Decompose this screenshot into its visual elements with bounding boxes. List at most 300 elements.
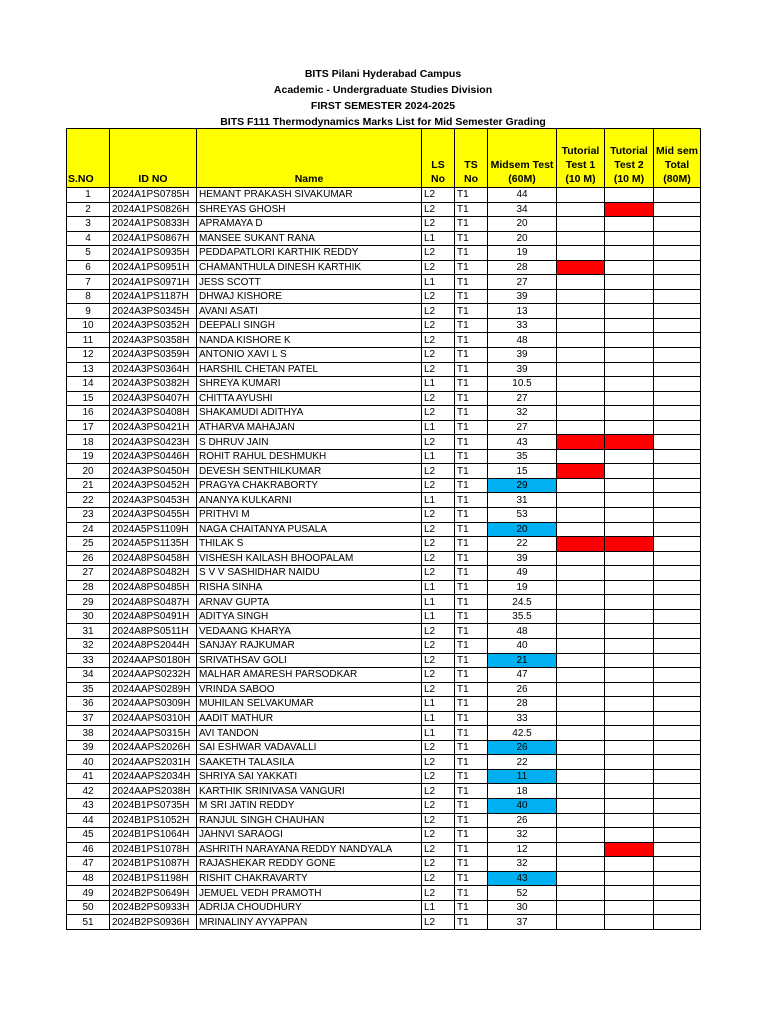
cell-tutorial-test-2 [605,362,654,377]
cell-ls-no: L2 [422,653,455,668]
cell-midsem-total [654,682,701,697]
cell-tutorial-test-2 [605,449,654,464]
cell-midsem-total [654,188,701,203]
cell-tutorial-test-2 [605,638,654,653]
cell-name: SHAKAMUDI ADITHYA [197,406,422,421]
cell-tutorial-test-2 [605,420,654,435]
cell-midsem-marks: 34 [488,202,557,217]
cell-midsem-marks: 39 [488,348,557,363]
cell-tutorial-test-1 [557,188,605,203]
cell-id-no: 2024B2PS0933H [110,900,197,915]
col-header-sno: S.NO [67,129,110,188]
cell-id-no: 2024B1PS1198H [110,871,197,886]
cell-name: NANDA KISHORE K [197,333,422,348]
cell-midsem-total [654,464,701,479]
cell-id-no: 2024A8PS0485H [110,580,197,595]
cell-name: M SRI JATIN REDDY [197,798,422,813]
table-row [67,246,701,261]
table-row [67,406,701,421]
cell-sno: 35 [67,682,110,697]
table-row [67,668,701,683]
cell-name: S DHRUV JAIN [197,435,422,450]
cell-midsem-total [654,566,701,581]
cell-midsem-marks: 22 [488,537,557,552]
cell-sno: 36 [67,697,110,712]
cell-id-no: 2024A3PS0450H [110,464,197,479]
cell-ts-no: T1 [455,231,488,246]
cell-name: HARSHIL CHETAN PATEL [197,362,422,377]
cell-name: DEVESH SENTHILKUMAR [197,464,422,479]
cell-sno: 26 [67,551,110,566]
cell-sno: 51 [67,915,110,930]
cell-ts-no: T1 [455,493,488,508]
cell-tutorial-test-1 [557,289,605,304]
cell-tutorial-test-2 [605,580,654,595]
cell-midsem-marks: 40 [488,798,557,813]
cell-name: ADRIJA CHOUDHURY [197,900,422,915]
cell-sno: 2 [67,202,110,217]
table-row [67,638,701,653]
cell-midsem-marks: 32 [488,406,557,421]
cell-sno: 50 [67,900,110,915]
cell-midsem-total [654,348,701,363]
cell-name: NAGA CHAITANYA PUSALA [197,522,422,537]
cell-tutorial-test-1 [557,464,605,479]
cell-name: SAAKETH TALASILA [197,755,422,770]
cell-ls-no: L2 [422,391,455,406]
cell-midsem-marks: 32 [488,857,557,872]
cell-id-no: 2024A1PS0867H [110,231,197,246]
cell-midsem-marks: 13 [488,304,557,319]
table-row [67,828,701,843]
cell-midsem-marks: 49 [488,566,557,581]
cell-midsem-marks: 29 [488,478,557,493]
cell-name: ROHIT RAHUL DESHMUKH [197,449,422,464]
cell-tutorial-test-1 [557,318,605,333]
cell-id-no: 2024A8PS2044H [110,638,197,653]
table-row [67,798,701,813]
cell-ts-no: T1 [455,653,488,668]
cell-ls-no: L2 [422,915,455,930]
cell-tutorial-test-2 [605,464,654,479]
cell-sno: 47 [67,857,110,872]
cell-tutorial-test-1 [557,857,605,872]
cell-midsem-marks: 42.5 [488,726,557,741]
cell-midsem-total [654,391,701,406]
cell-tutorial-test-2 [605,260,654,275]
cell-sno: 45 [67,828,110,843]
cell-tutorial-test-1 [557,624,605,639]
cell-ls-no: L2 [422,857,455,872]
cell-midsem-total [654,740,701,755]
cell-name: PRAGYA CHAKRABORTY [197,478,422,493]
cell-ts-no: T1 [455,857,488,872]
cell-tutorial-test-2 [605,682,654,697]
cell-sno: 38 [67,726,110,741]
cell-tutorial-test-1 [557,842,605,857]
cell-tutorial-test-1 [557,508,605,523]
cell-midsem-total [654,289,701,304]
cell-name: PEDDAPATLORI KARTHIK REDDY [197,246,422,261]
cell-name: ARNAV GUPTA [197,595,422,610]
cell-tutorial-test-2 [605,784,654,799]
cell-tutorial-test-1 [557,420,605,435]
cell-id-no: 2024A1PS0951H [110,260,197,275]
cell-id-no: 2024A8PS0482H [110,566,197,581]
table-row [67,697,701,712]
cell-tutorial-test-1 [557,871,605,886]
cell-tutorial-test-1 [557,798,605,813]
cell-ts-no: T1 [455,377,488,392]
cell-ts-no: T1 [455,391,488,406]
cell-id-no: 2024A8PS0487H [110,595,197,610]
cell-ts-no: T1 [455,711,488,726]
cell-sno: 10 [67,318,110,333]
cell-id-no: 2024B1PS1064H [110,828,197,843]
cell-ts-no: T1 [455,813,488,828]
cell-name: AVANI ASATI [197,304,422,319]
cell-tutorial-test-1 [557,697,605,712]
cell-ts-no: T1 [455,188,488,203]
cell-id-no: 2024AAPS2026H [110,740,197,755]
cell-tutorial-test-1 [557,886,605,901]
table-row [67,726,701,741]
cell-id-no: 2024A3PS0358H [110,333,197,348]
cell-midsem-marks: 53 [488,508,557,523]
cell-tutorial-test-2 [605,842,654,857]
cell-tutorial-test-2 [605,537,654,552]
cell-ts-no: T1 [455,697,488,712]
cell-id-no: 2024AAPS2038H [110,784,197,799]
cell-midsem-marks: 15 [488,464,557,479]
cell-tutorial-test-2 [605,755,654,770]
cell-tutorial-test-1 [557,362,605,377]
cell-ls-no: L2 [422,828,455,843]
cell-midsem-marks: 12 [488,842,557,857]
cell-tutorial-test-2 [605,478,654,493]
table-row [67,522,701,537]
cell-name: ADITYA SINGH [197,609,422,624]
cell-ts-no: T1 [455,202,488,217]
cell-id-no: 2024A5PS1109H [110,522,197,537]
table-row [67,217,701,232]
cell-tutorial-test-1 [557,231,605,246]
cell-sno: 43 [67,798,110,813]
table-row [67,391,701,406]
cell-midsem-total [654,333,701,348]
cell-ls-no: L2 [422,304,455,319]
cell-tutorial-test-1 [557,478,605,493]
cell-ts-no: T1 [455,246,488,261]
cell-ls-no: L2 [422,464,455,479]
cell-tutorial-test-2 [605,595,654,610]
cell-midsem-marks: 20 [488,231,557,246]
cell-sno: 28 [67,580,110,595]
cell-sno: 18 [67,435,110,450]
cell-ls-no: L2 [422,362,455,377]
cell-ts-no: T1 [455,362,488,377]
header-row [67,129,701,188]
cell-id-no: 2024A3PS0421H [110,420,197,435]
cell-midsem-total [654,275,701,290]
cell-name: S V V SASHIDHAR NAIDU [197,566,422,581]
cell-sno: 3 [67,217,110,232]
cell-ls-no: L2 [422,755,455,770]
cell-tutorial-test-2 [605,304,654,319]
cell-tutorial-test-2 [605,668,654,683]
table-row [67,871,701,886]
cell-id-no: 2024B2PS0936H [110,915,197,930]
cell-id-no: 2024AAPS2034H [110,769,197,784]
table-row [67,420,701,435]
cell-name: ASHRITH NARAYANA REDDY NANDYALA [197,842,422,857]
table-row [67,289,701,304]
cell-midsem-total [654,377,701,392]
cell-id-no: 2024A1PS1187H [110,289,197,304]
document-header [66,66,700,130]
cell-ls-no: L2 [422,333,455,348]
cell-midsem-marks: 39 [488,289,557,304]
cell-midsem-marks: 26 [488,682,557,697]
cell-ts-no: T1 [455,609,488,624]
cell-ts-no: T1 [455,726,488,741]
cell-ls-no: L1 [422,609,455,624]
cell-midsem-total [654,871,701,886]
cell-midsem-marks: 22 [488,755,557,770]
cell-id-no: 2024A5PS1135H [110,537,197,552]
cell-tutorial-test-2 [605,711,654,726]
cell-tutorial-test-2 [605,202,654,217]
cell-midsem-marks: 18 [488,784,557,799]
cell-midsem-total [654,624,701,639]
cell-midsem-total [654,304,701,319]
cell-id-no: 2024A3PS0407H [110,391,197,406]
cell-ls-no: L1 [422,595,455,610]
cell-id-no: 2024A1PS0935H [110,246,197,261]
cell-midsem-marks: 31 [488,493,557,508]
cell-tutorial-test-2 [605,798,654,813]
cell-id-no: 2024A3PS0345H [110,304,197,319]
cell-ls-no: L2 [422,624,455,639]
cell-midsem-total [654,697,701,712]
cell-midsem-marks: 33 [488,318,557,333]
cell-midsem-total [654,609,701,624]
cell-name: PRITHVI M [197,508,422,523]
cell-ts-no: T1 [455,566,488,581]
cell-midsem-marks: 19 [488,246,557,261]
cell-sno: 19 [67,449,110,464]
cell-tutorial-test-1 [557,377,605,392]
cell-name: AADIT MATHUR [197,711,422,726]
cell-midsem-total [654,522,701,537]
cell-ts-no: T1 [455,871,488,886]
cell-name: SHREYAS GHOSH [197,202,422,217]
cell-sno: 8 [67,289,110,304]
cell-midsem-total [654,260,701,275]
cell-id-no: 2024AAPS0289H [110,682,197,697]
table-row [67,362,701,377]
col-header-midsem-total: Mid sem Total (80M) [654,129,701,188]
cell-name: CHAMANTHULA DINESH KARTHIK [197,260,422,275]
cell-sno: 17 [67,420,110,435]
cell-ts-no: T1 [455,435,488,450]
cell-midsem-marks: 27 [488,275,557,290]
cell-midsem-marks: 44 [488,188,557,203]
cell-id-no: 2024A3PS0382H [110,377,197,392]
cell-id-no: 2024A8PS0511H [110,624,197,639]
cell-id-no: 2024A1PS0785H [110,188,197,203]
cell-tutorial-test-1 [557,813,605,828]
cell-tutorial-test-2 [605,769,654,784]
cell-tutorial-test-1 [557,668,605,683]
cell-ls-no: L2 [422,813,455,828]
cell-sno: 30 [67,609,110,624]
cell-ls-no: L1 [422,275,455,290]
cell-id-no: 2024AAPS0310H [110,711,197,726]
cell-ts-no: T1 [455,217,488,232]
cell-midsem-total [654,217,701,232]
cell-midsem-total [654,886,701,901]
cell-sno: 21 [67,478,110,493]
cell-tutorial-test-1 [557,828,605,843]
cell-id-no: 2024AAPS0232H [110,668,197,683]
cell-ts-no: T1 [455,537,488,552]
cell-ls-no: L2 [422,668,455,683]
cell-ls-no: L2 [422,318,455,333]
cell-id-no: 2024A3PS0453H [110,493,197,508]
cell-midsem-total [654,478,701,493]
cell-sno: 7 [67,275,110,290]
cell-tutorial-test-1 [557,711,605,726]
cell-ls-no: L2 [422,740,455,755]
cell-midsem-marks: 35.5 [488,609,557,624]
cell-name: DEEPALI SINGH [197,318,422,333]
cell-midsem-marks: 52 [488,886,557,901]
cell-midsem-marks: 20 [488,217,557,232]
cell-tutorial-test-1 [557,522,605,537]
cell-tutorial-test-2 [605,653,654,668]
cell-ts-no: T1 [455,406,488,421]
cell-tutorial-test-2 [605,217,654,232]
table-row [67,260,701,275]
cell-ts-no: T1 [455,318,488,333]
table-row [67,348,701,363]
cell-name: KARTHIK SRINIVASA VANGURI [197,784,422,799]
cell-tutorial-test-2 [605,740,654,755]
cell-sno: 22 [67,493,110,508]
cell-name: HEMANT PRAKASH SIVAKUMAR [197,188,422,203]
cell-name: VEDAANG KHARYA [197,624,422,639]
cell-ts-no: T1 [455,449,488,464]
cell-sno: 34 [67,668,110,683]
cell-ts-no: T1 [455,478,488,493]
cell-sno: 16 [67,406,110,421]
cell-tutorial-test-2 [605,318,654,333]
table-row [67,653,701,668]
cell-id-no: 2024A3PS0446H [110,449,197,464]
cell-tutorial-test-1 [557,915,605,930]
cell-tutorial-test-1 [557,406,605,421]
cell-ts-no: T1 [455,755,488,770]
cell-tutorial-test-2 [605,857,654,872]
cell-tutorial-test-1 [557,304,605,319]
cell-ts-no: T1 [455,740,488,755]
cell-ts-no: T1 [455,798,488,813]
table-row [67,188,701,203]
cell-sno: 42 [67,784,110,799]
cell-id-no: 2024B1PS1078H [110,842,197,857]
cell-midsem-marks: 27 [488,420,557,435]
cell-ls-no: L2 [422,871,455,886]
cell-midsem-total [654,769,701,784]
cell-ts-no: T1 [455,915,488,930]
cell-name: CHITTA AYUSHI [197,391,422,406]
cell-id-no: 2024AAPS0309H [110,697,197,712]
cell-ls-no: L2 [422,289,455,304]
cell-midsem-total [654,813,701,828]
cell-midsem-total [654,406,701,421]
col-header-ts: TS No [455,129,488,188]
cell-ls-no: L2 [422,348,455,363]
cell-midsem-total [654,798,701,813]
cell-sno: 40 [67,755,110,770]
cell-ls-no: L1 [422,231,455,246]
cell-sno: 13 [67,362,110,377]
cell-id-no: 2024AAPS2031H [110,755,197,770]
cell-tutorial-test-1 [557,449,605,464]
cell-name: RISHIT CHAKRAVARTY [197,871,422,886]
cell-name: SAI ESHWAR VADAVALLI [197,740,422,755]
cell-midsem-marks: 26 [488,813,557,828]
cell-ls-no: L2 [422,537,455,552]
cell-ts-no: T1 [455,638,488,653]
cell-name: SANJAY RAJKUMAR [197,638,422,653]
table-row [67,595,701,610]
cell-ts-no: T1 [455,464,488,479]
cell-tutorial-test-1 [557,348,605,363]
cell-ls-no: L2 [422,682,455,697]
cell-name: ANTONIO XAVI L S [197,348,422,363]
cell-name: MANSEE SUKANT RANA [197,231,422,246]
cell-midsem-marks: 28 [488,260,557,275]
cell-midsem-total [654,857,701,872]
cell-tutorial-test-2 [605,871,654,886]
cell-tutorial-test-2 [605,508,654,523]
cell-ts-no: T1 [455,348,488,363]
cell-name: JESS SCOTT [197,275,422,290]
cell-name: RAJASHEKAR REDDY GONE [197,857,422,872]
cell-tutorial-test-1 [557,391,605,406]
cell-ls-no: L2 [422,886,455,901]
cell-name: ANANYA KULKARNI [197,493,422,508]
cell-midsem-total [654,711,701,726]
cell-sno: 31 [67,624,110,639]
cell-id-no: 2024B1PS1087H [110,857,197,872]
table-row [67,566,701,581]
table-row [67,318,701,333]
cell-midsem-total [654,435,701,450]
cell-id-no: 2024A3PS0359H [110,348,197,363]
cell-tutorial-test-1 [557,638,605,653]
cell-ls-no: L2 [422,188,455,203]
cell-ts-no: T1 [455,260,488,275]
cell-tutorial-test-1 [557,246,605,261]
cell-midsem-total [654,842,701,857]
table-row [67,508,701,523]
table-row [67,464,701,479]
cell-id-no: 2024A1PS0971H [110,275,197,290]
cell-sno: 15 [67,391,110,406]
